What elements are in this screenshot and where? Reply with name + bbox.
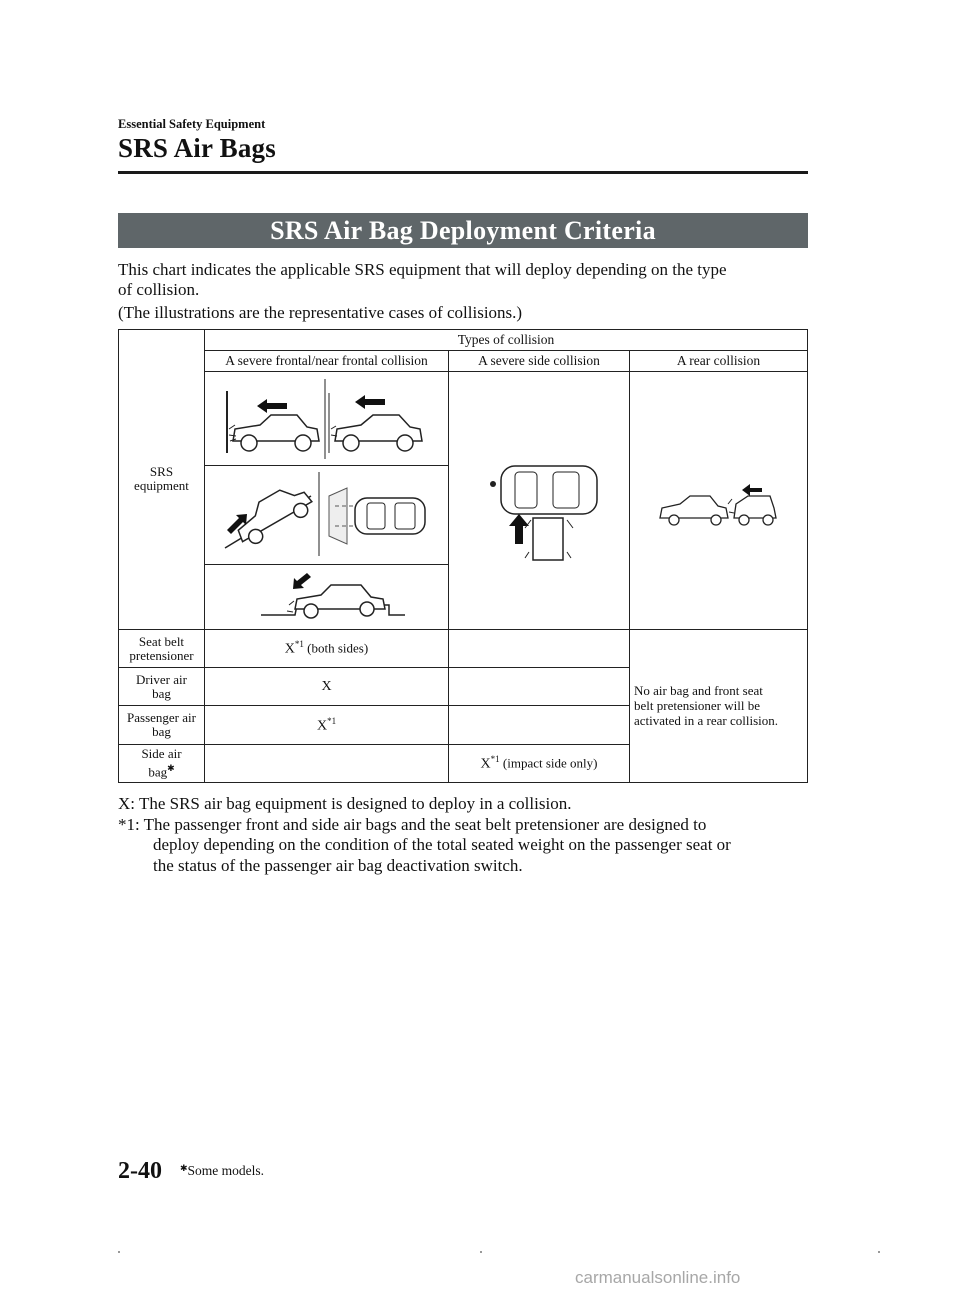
passenger-air-bag-frontal-cell bbox=[205, 706, 449, 744]
frontal-illustration-cell-2 bbox=[205, 465, 449, 564]
side-air-bag-frontal-cell bbox=[205, 744, 449, 782]
row-label-seat-belt-pretensioner bbox=[119, 629, 205, 667]
crop-mark bbox=[480, 1251, 482, 1253]
rear-note-line2: belt pretensioner will be bbox=[634, 698, 760, 714]
rear-note-line3: activated in a rear collision. bbox=[634, 713, 779, 729]
chapter-title: SRS Air Bags bbox=[118, 133, 276, 163]
driver-air-bag-frontal-cell bbox=[205, 668, 449, 706]
driver-air-bag-side-cell bbox=[449, 668, 630, 706]
intro-line-2: of collision. bbox=[118, 280, 200, 299]
frontal-collision-header: A severe frontal/near frontal collision bbox=[205, 351, 449, 372]
footnote-star1-line3: the status of the passenger air bag deactivation switch. bbox=[153, 856, 523, 875]
srs-equipment-header-line1: SRS bbox=[149, 464, 174, 480]
seat-belt-frontal-cell bbox=[205, 629, 449, 667]
seat-belt-side-cell bbox=[449, 629, 630, 667]
footnote-x: X: The SRS air bag equipment is designed to deploy in a collision. bbox=[118, 794, 572, 813]
frontal-illustration-cell-1 bbox=[205, 372, 449, 466]
row-label-line1: Side air bbox=[141, 746, 182, 762]
intro-line-3: (The illustrations are the representative cases of collisions.) bbox=[118, 303, 523, 322]
row-label-line2: bag bbox=[152, 685, 171, 701]
row-label-text: bag bbox=[148, 764, 168, 780]
footnote-ref: *1 bbox=[327, 715, 337, 726]
srs-equipment-header bbox=[119, 330, 205, 630]
crop-mark bbox=[878, 1251, 880, 1253]
frontal-offset-collision-illustration bbox=[205, 466, 448, 563]
side-air-bag-side-cell bbox=[449, 744, 630, 782]
footnote-ref: *1 bbox=[490, 754, 500, 764]
row-label-line1: Passenger air bbox=[127, 710, 196, 726]
row-label-line1: Driver air bbox=[136, 671, 187, 687]
crop-mark bbox=[118, 1251, 120, 1253]
section-heading: SRS Air Bag Deployment Criteria bbox=[118, 213, 808, 248]
frontal-underride-collision-illustration bbox=[205, 565, 448, 629]
rear-collision-header: A rear collision bbox=[630, 351, 808, 372]
types-of-collision-header: Types of collision bbox=[205, 330, 808, 351]
side-collision-illustration bbox=[449, 376, 629, 626]
deploy-mark: X bbox=[284, 641, 295, 657]
intro-line-1: This chart indicates the applicable SRS equipment that will deploy depending on the type bbox=[118, 260, 727, 279]
row-label-passenger-air-bag bbox=[119, 706, 205, 744]
frontal-illustration-cell-3 bbox=[205, 564, 449, 629]
title-rule bbox=[118, 171, 808, 174]
section-label: Essential Safety Equipment bbox=[118, 117, 266, 131]
row-label-line1: Seat belt bbox=[138, 633, 185, 649]
frontal-wall-collision-illustration bbox=[205, 373, 448, 465]
deploy-mark: X bbox=[480, 756, 491, 772]
row-label-line2: bag bbox=[152, 724, 171, 740]
page-number: 2-40 bbox=[118, 1158, 162, 1184]
passenger-air-bag-side-cell bbox=[449, 706, 630, 744]
row-label-driver-air-bag bbox=[119, 668, 205, 706]
rear-illustration-cell bbox=[630, 372, 808, 630]
watermark: carmanualsonline.info bbox=[575, 1268, 741, 1287]
row-label-line2 bbox=[119, 761, 204, 779]
deployment-criteria-table bbox=[118, 329, 808, 783]
mark-qualifier: (impact side only) bbox=[499, 755, 598, 771]
some-models-text: Some models. bbox=[187, 1163, 265, 1178]
side-illustration-cell bbox=[449, 372, 630, 630]
side-collision-header: A severe side collision bbox=[449, 351, 630, 372]
deploy-mark: X bbox=[316, 718, 328, 734]
deploy-mark: X bbox=[321, 678, 332, 694]
srs-equipment-header-line2: equipment bbox=[134, 478, 189, 494]
rear-collision-illustration bbox=[630, 376, 807, 626]
footnote-ref: *1 bbox=[294, 639, 304, 650]
rear-note-line1: No air bag and front seat bbox=[634, 683, 763, 699]
footnote-star1-line1: *1: The passenger front and side air bags and the seat belt pretensioner are designed to bbox=[118, 815, 707, 834]
row-label-side-air-bag bbox=[119, 744, 205, 782]
footnote-star1-line2: deploy depending on the condition of the total seated weight on the passenger seat or bbox=[153, 835, 731, 854]
some-models-mark: ✱ bbox=[180, 1163, 188, 1173]
row-label-line2: pretensioner bbox=[129, 647, 194, 663]
some-models-mark: ✱ bbox=[167, 763, 175, 774]
rear-collision-note bbox=[630, 629, 808, 782]
mark-qualifier: (both sides) bbox=[303, 640, 369, 656]
some-models-footnote bbox=[180, 1163, 264, 1179]
